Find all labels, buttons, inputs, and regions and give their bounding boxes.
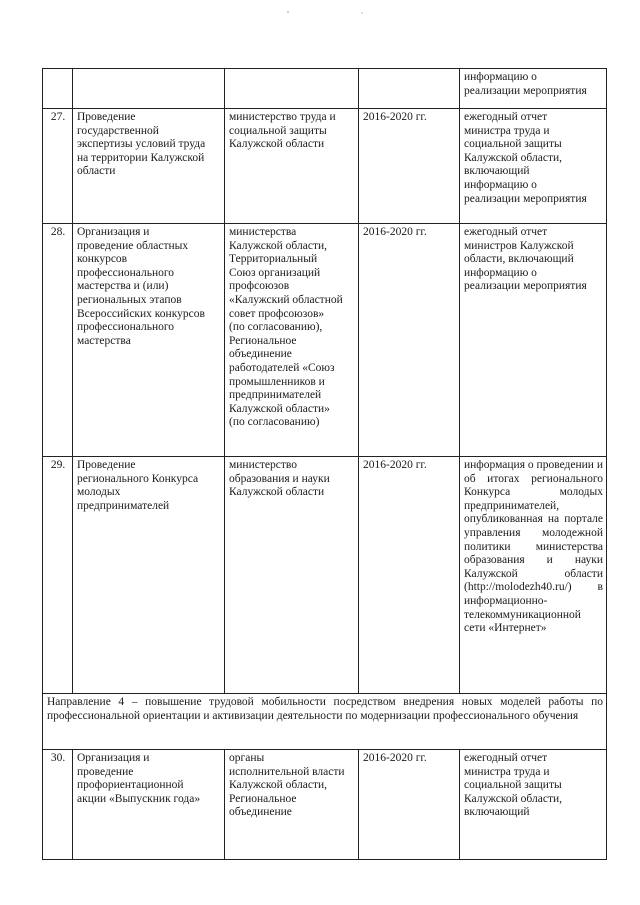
result-cell: ежегодный отчет министра труда и социальной защиты Калужской области, включающий bbox=[460, 750, 607, 860]
executor-cell: министерства Калужской области, Территориальный Союз организаций профсоюзов «Калужский областной совет профсоюзов» (по согласованию), Региональное объединение работодателей «Союз промышленников и предпринимателей Калужской области» (по согласованию) bbox=[225, 224, 359, 457]
executor-cell: органы исполнительной власти Калужской области, Региональное объединение bbox=[225, 750, 359, 860]
activity-cell: Проведение регионального Конкурса молодых предпринимателей bbox=[73, 457, 225, 694]
scan-specks bbox=[0, 10, 640, 16]
result-cell: информацию о реализации мероприятия bbox=[460, 69, 607, 109]
activity-cell bbox=[73, 69, 225, 109]
section-header-row bbox=[43, 694, 607, 750]
activities-table bbox=[42, 68, 607, 860]
table-row-29 bbox=[43, 457, 607, 694]
row-number: 30. bbox=[43, 750, 73, 860]
executor-cell: министерство образования и науки Калужской области bbox=[225, 457, 359, 694]
table-row-continuation bbox=[43, 69, 607, 109]
table-row-30 bbox=[43, 750, 607, 860]
activity-cell: Организация и проведение профориентационной акции «Выпускник года» bbox=[73, 750, 225, 860]
activity-cell: Организация и проведение областных конкурсов профессионального мастерства и (или) региональных этапов Всероссийских конкурсов профессионального мастерства bbox=[73, 224, 225, 457]
row-number: 29. bbox=[43, 457, 73, 694]
result-cell: информация о проведении и об итогах регионального Конкурса молодых предпринимателей, опубликованная на портале управления молодежной политики министерства образования и науки Калужской области (http://molodezh40.ru/) в информационно-телекоммуникационной сети «Интернет» bbox=[460, 457, 607, 694]
table-row-28 bbox=[43, 224, 607, 457]
result-cell: ежегодный отчет министра труда и социальной защиты Калужской области, включающий информацию о реализации мероприятия bbox=[460, 109, 607, 224]
period-cell: 2016-2020 гг. bbox=[359, 750, 460, 860]
section-heading: Направление 4 – повышение трудовой мобильности посредством внедрения новых моделей работы по профессиональной ориентации и активизации деятельности по модернизации профессионального обучения bbox=[43, 694, 607, 750]
period-cell bbox=[359, 69, 460, 109]
row-number bbox=[43, 69, 73, 109]
period-cell: 2016-2020 гг. bbox=[359, 457, 460, 694]
activity-cell: Проведение государственной экспертизы условий труда на территории Калужской области bbox=[73, 109, 225, 224]
row-number: 27. bbox=[43, 109, 73, 224]
row-number: 28. bbox=[43, 224, 73, 457]
executor-cell: министерство труда и социальной защиты Калужской области bbox=[225, 109, 359, 224]
period-cell: 2016-2020 гг. bbox=[359, 109, 460, 224]
result-cell: ежегодный отчет министров Калужской области, включающий информацию о реализации мероприятия bbox=[460, 224, 607, 457]
executor-cell bbox=[225, 69, 359, 109]
period-cell: 2016-2020 гг. bbox=[359, 224, 460, 457]
table-row-27 bbox=[43, 109, 607, 224]
